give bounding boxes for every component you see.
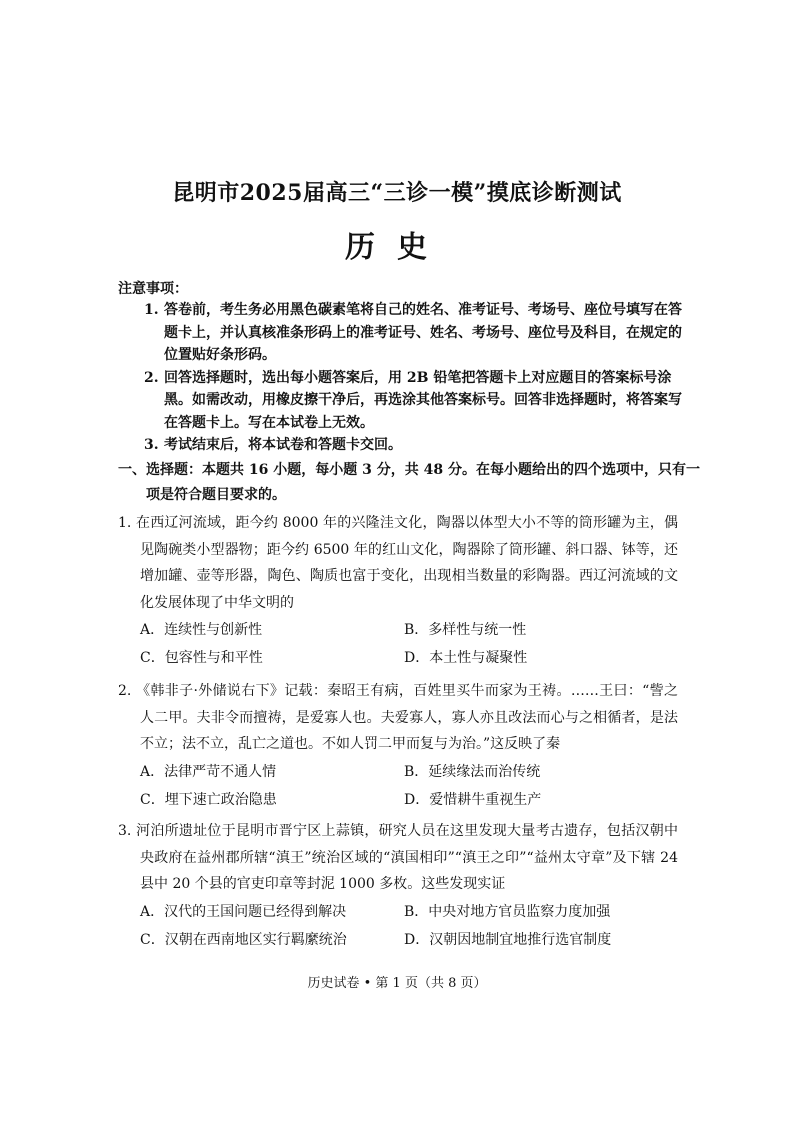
option-d[interactable]: D．汉朝因地制宜地推行选官制度 (404, 931, 612, 948)
notice-item-number: 3. (144, 437, 159, 453)
option-a[interactable]: A．连续性与创新性 (140, 622, 263, 638)
notice-item-number: 1. (144, 302, 159, 318)
option-c[interactable]: C．汉朝在西南地区实行羁縻统治 (140, 931, 347, 948)
question-2 (118, 678, 678, 814)
option-b[interactable]: B．中央对地方官员监察力度加强 (404, 903, 611, 920)
option-d[interactable]: D．本土性与凝聚性 (404, 650, 528, 666)
question-stem: 1. 在西辽河流域，距今约 8000 年的兴隆洼文化，陶器以体型大小不等的筒形罐为主，偶见陶碗类小型器物；距今约 6500 年的红山文化，陶器除了筒形罐、斜口器、钵等，还增加罐、壶等形器，陶色、陶质也富于变化，出现相当数量的彩陶器。西辽河流域的文化发展体现了中华文明的 (118, 515, 678, 611)
option-a[interactable]: A．汉代的王国问题已经得到解决 (140, 903, 347, 920)
question-3 (118, 818, 678, 954)
notice-item (144, 434, 684, 457)
question-stem: 3. 河泊所遗址位于昆明市晋宁区上蒜镇，研究人员在这里发现大量考古遗存，包括汉朝中央政府在益州郡所辖“滇王”统治区域的“滇国相印”“滇王之印”“益州太守章”及下辖 24 县中 20 个县的官吏印章等封泥 1000 多枚。这些发现实证 (118, 823, 678, 892)
notice-item (144, 367, 684, 435)
question-options (140, 616, 678, 672)
option-c[interactable]: C．包容性与和平性 (140, 650, 263, 666)
question-options (140, 898, 678, 954)
notice-item (144, 299, 684, 367)
subject-title: 历史 (345, 230, 449, 265)
question-1 (118, 510, 678, 672)
notice-item-text: 回答选择题时，选出每小题答案后，用 2B 铅笔把答题卡上对应题目的答案标号涂黑。如需改动，用橡皮擦干净后，再选涂其他答案标号。回答非选择题时，将答案写在答题卡上。写在本试卷上无效。 (164, 369, 682, 431)
notice-heading: 注意事项： (118, 281, 188, 297)
notice-item-number: 2. (144, 369, 159, 386)
section-heading: 一、选择题：本题共 16 小题，每小题 3 分，共 48 分。在每小题给出的四个选项中，只有一项是符合题目要求的。 (118, 462, 700, 503)
option-d[interactable]: D．爱惜耕牛重视生产 (404, 791, 542, 808)
question-options (140, 758, 678, 814)
option-c[interactable]: C．埋下速亡政治隐患 (140, 791, 277, 808)
exam-title: 昆明市2025届高三“三诊一模”摸底诊断测试 (172, 180, 622, 206)
question-stem: 2. 《韩非子·外储说右下》记载：秦昭王有病，百姓里买牛而家为王祷。……王曰：“訾之人二甲。夫非令而擅祷，是爱寡人也。夫爱寡人，寡人亦且改法而心与之相循者，是法不立；法不立，乱亡之道也。不如人罚二甲而复与为治。”这反映了秦 (118, 683, 678, 752)
page-footer: 历史试卷 • 第 1 页（共 8 页） (307, 976, 487, 991)
option-b[interactable]: B．延续缘法而治传统 (404, 763, 541, 780)
notice-item-text: 考试结束后，将本试卷和答题卡交回。 (164, 437, 402, 453)
option-b[interactable]: B．多样性与统一性 (404, 622, 527, 638)
option-a[interactable]: A．法律严苛不通人情 (140, 763, 277, 780)
notice-list (144, 299, 684, 457)
notice-item-text: 答卷前，考生务必用黑色碳素笔将自己的姓名、准考证号、考场号、座位号填写在答题卡上，并认真核准条形码上的准考证号、姓名、考场号、座位号及科目，在规定的位置贴好条形码。 (164, 302, 682, 363)
